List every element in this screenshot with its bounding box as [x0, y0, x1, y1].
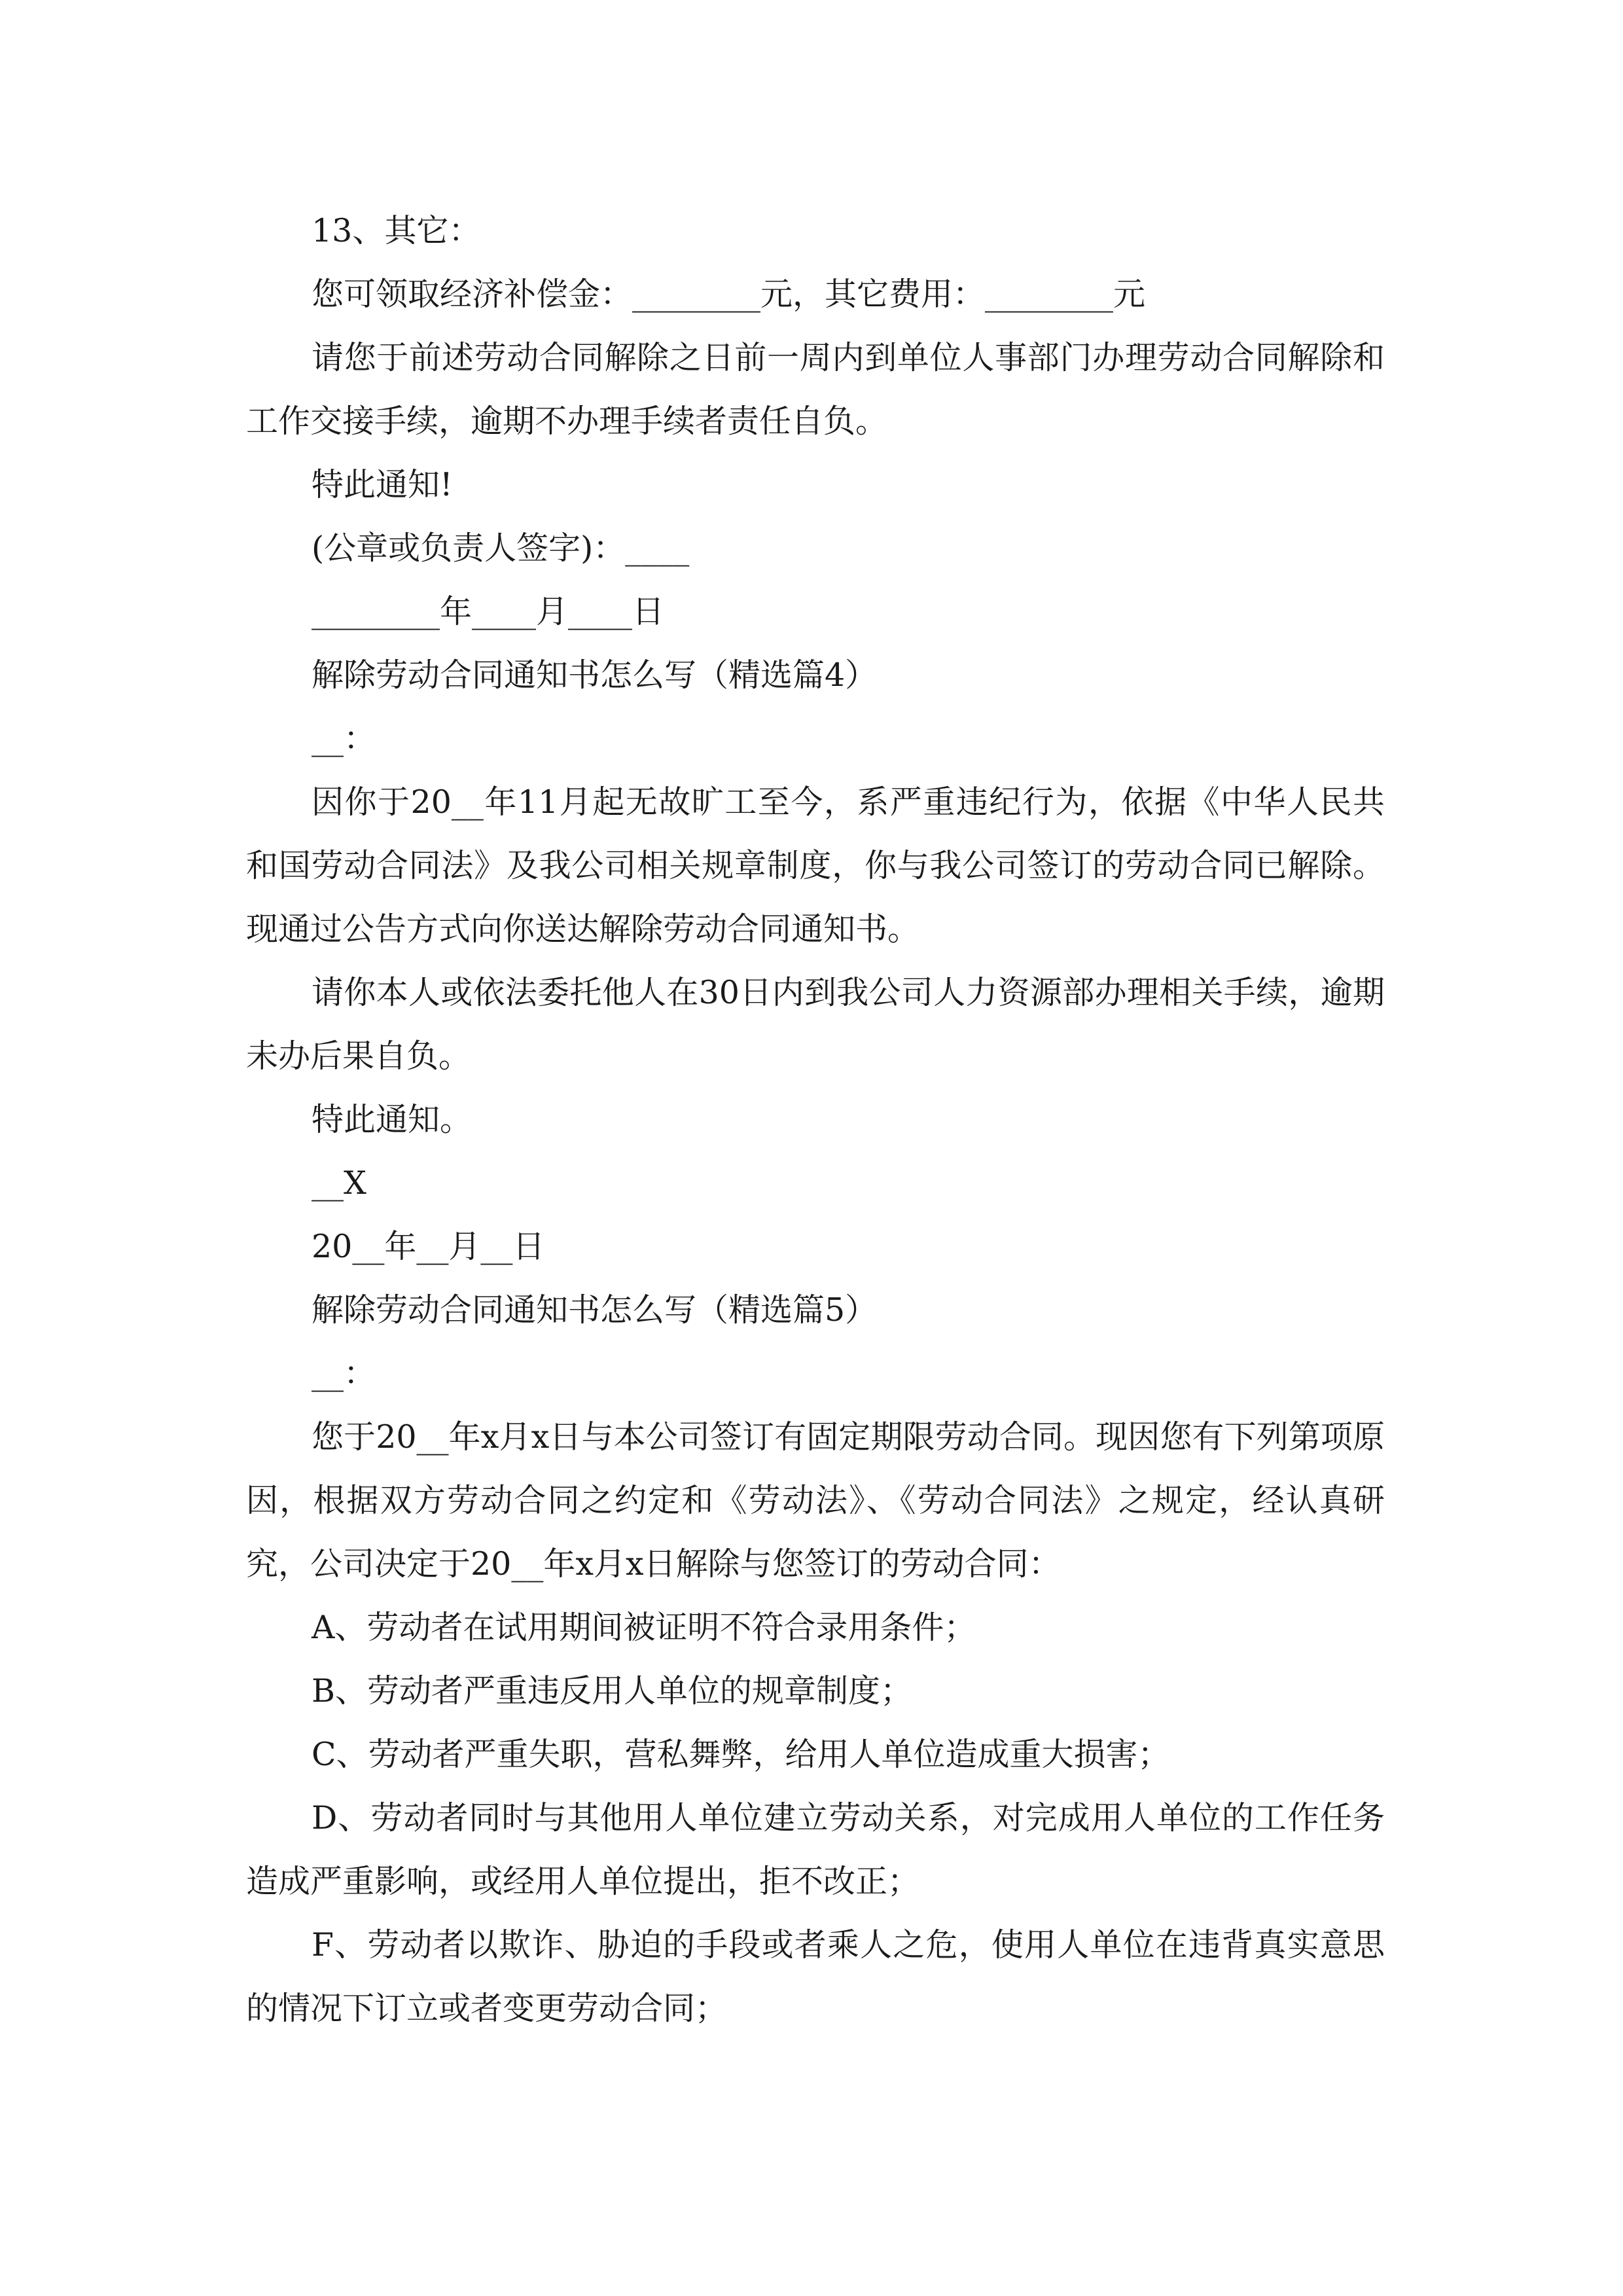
notice-closing: 特此通知!	[312, 466, 453, 503]
signature-line: (公章或负责人签字)：____	[312, 529, 690, 567]
reason-item-a: A、劳动者在试用期间被证明不符合录用条件；	[312, 1609, 976, 1646]
addressee-line: __：	[312, 720, 376, 757]
reason-item-b: B、劳动者严重违反用人单位的规章制度；	[312, 1672, 913, 1710]
document-body	[246, 199, 1385, 2040]
section-title-4: 解除劳动合同通知书怎么写（精选篇4）	[312, 656, 878, 694]
reason-item-c: C、劳动者严重失职，营私舞弊，给用人单位造成重大损害；	[312, 1736, 1170, 1773]
signer-line: __X	[312, 1164, 366, 1202]
reason-item-d: D、劳动者同时与其他用人单位建立劳动关系，对完成用人单位的工作任务造成严重影响，或经用人单位提出，拒不改正；	[246, 1799, 1385, 1900]
termination-paragraph: 您于20__年x月x日与本公司签订有固定期限劳动合同。现因您有下列第项原因，根据双方劳动合同之约定和《劳动法》、《劳动合同法》之规定，经认真研究，公司决定于20__年x月x日解除与您签订的劳动合同：	[246, 1418, 1385, 1583]
reason-item-f: F、劳动者以欺诈、胁迫的手段或者乘人之危，使用人单位在违背真实意思的情况下订立或者变更劳动合同；	[246, 1926, 1385, 2027]
item-13-heading: 13、其它：	[312, 212, 481, 249]
addressee-line: __：	[312, 1355, 376, 1392]
compensation-line: 您可领取经济补偿金：________元，其它费用：________元	[312, 276, 1146, 313]
date-line: 20__年__月__日	[312, 1228, 545, 1265]
procedure-paragraph: 请您于前述劳动合同解除之日前一周内到单位人事部门办理劳动合同解除和工作交接手续，逾期不办理手续者责任自负。	[246, 339, 1385, 440]
date-line: ________年____月____日	[312, 593, 665, 630]
absence-paragraph: 因你于20__年11月起无故旷工至今，系严重违纪行为，依据《中华人民共和国劳动合同法》及我公司相关规章制度，你与我公司签订的劳动合同已解除。现通过公告方式向你送达解除劳动合同通知书。	[246, 783, 1385, 948]
notice-closing: 特此通知。	[312, 1101, 473, 1138]
section-title-5: 解除劳动合同通知书怎么写（精选篇5）	[312, 1291, 878, 1329]
instruction-paragraph: 请你本人或依法委托他人在30日内到我公司人力资源部办理相关手续，逾期未办后果自负。	[246, 974, 1385, 1075]
